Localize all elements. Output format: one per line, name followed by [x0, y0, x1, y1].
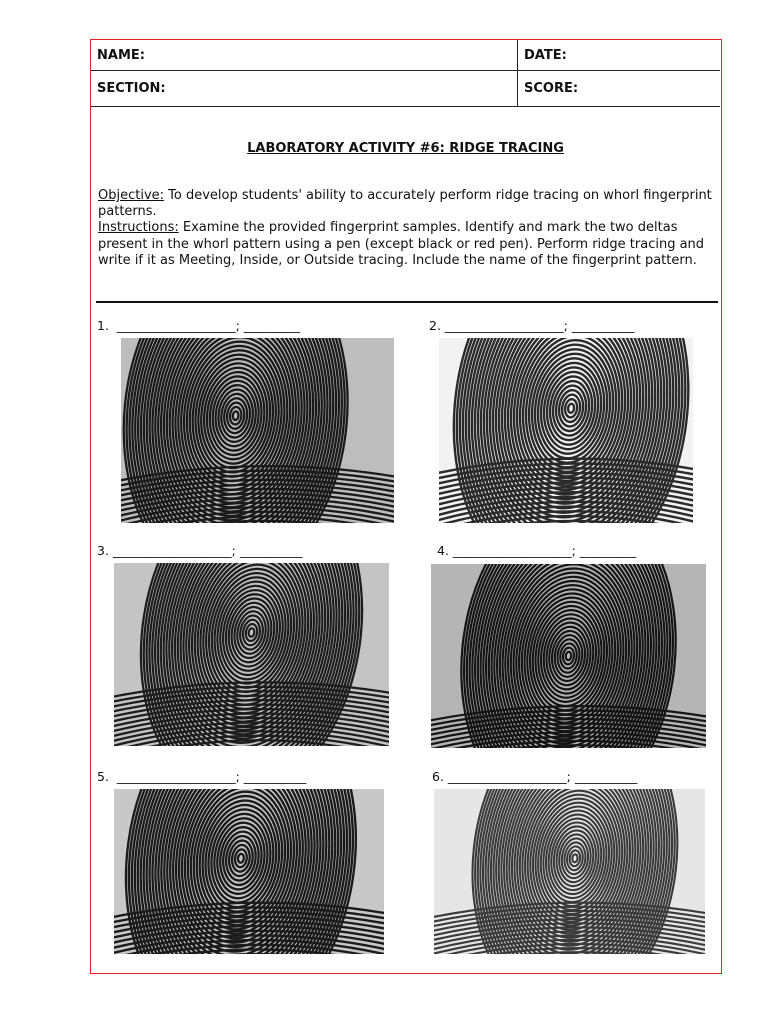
- answer-line-2[interactable]: 2. ___________________; __________: [429, 318, 635, 333]
- fingerprint-image-2: [439, 338, 693, 523]
- fingerprint-image-4: [431, 564, 706, 748]
- answer-line-3[interactable]: 3. ___________________; __________: [97, 543, 303, 558]
- fingerprint-image-1: [121, 338, 394, 523]
- fingerprint-image-6: [434, 789, 705, 954]
- answer-line-4[interactable]: 4. ___________________; _________: [437, 543, 637, 558]
- answer-line-6[interactable]: 6. ___________________; __________: [432, 769, 638, 784]
- answer-line-1[interactable]: 1. ___________________; _________: [97, 318, 301, 333]
- divider: [96, 301, 718, 303]
- header-table: [91, 40, 720, 107]
- fingerprint-image-3: [114, 563, 389, 746]
- fingerprint-image-5: [114, 789, 384, 954]
- activity-title: LABORATORY ACTIVITY #6: RIDGE TRACING: [247, 141, 564, 156]
- instructions-text: Examine the provided fingerprint samples. Identify and mark the two deltas present in the whorl pattern using a pen (except black or red pen). Perform ridge tracing and write if it as Meeting, Inside, or Outside tracing. Include the name of the fingerprint pattern.: [98, 220, 705, 268]
- score-field[interactable]: SCORE:: [518, 71, 721, 107]
- objective-text: To develop students' ability to accurately perform ridge tracing on whorl fingerprint patterns.: [98, 188, 712, 220]
- objective-label: Objective:: [98, 188, 165, 203]
- answer-line-5[interactable]: 5. ___________________; __________: [97, 769, 307, 784]
- section-field[interactable]: SECTION:: [91, 71, 518, 107]
- instructions-label: Instructions:: [98, 220, 179, 236]
- date-field[interactable]: DATE:: [518, 40, 721, 71]
- name-field[interactable]: NAME:: [91, 40, 518, 71]
- instructions-block: [98, 188, 718, 269]
